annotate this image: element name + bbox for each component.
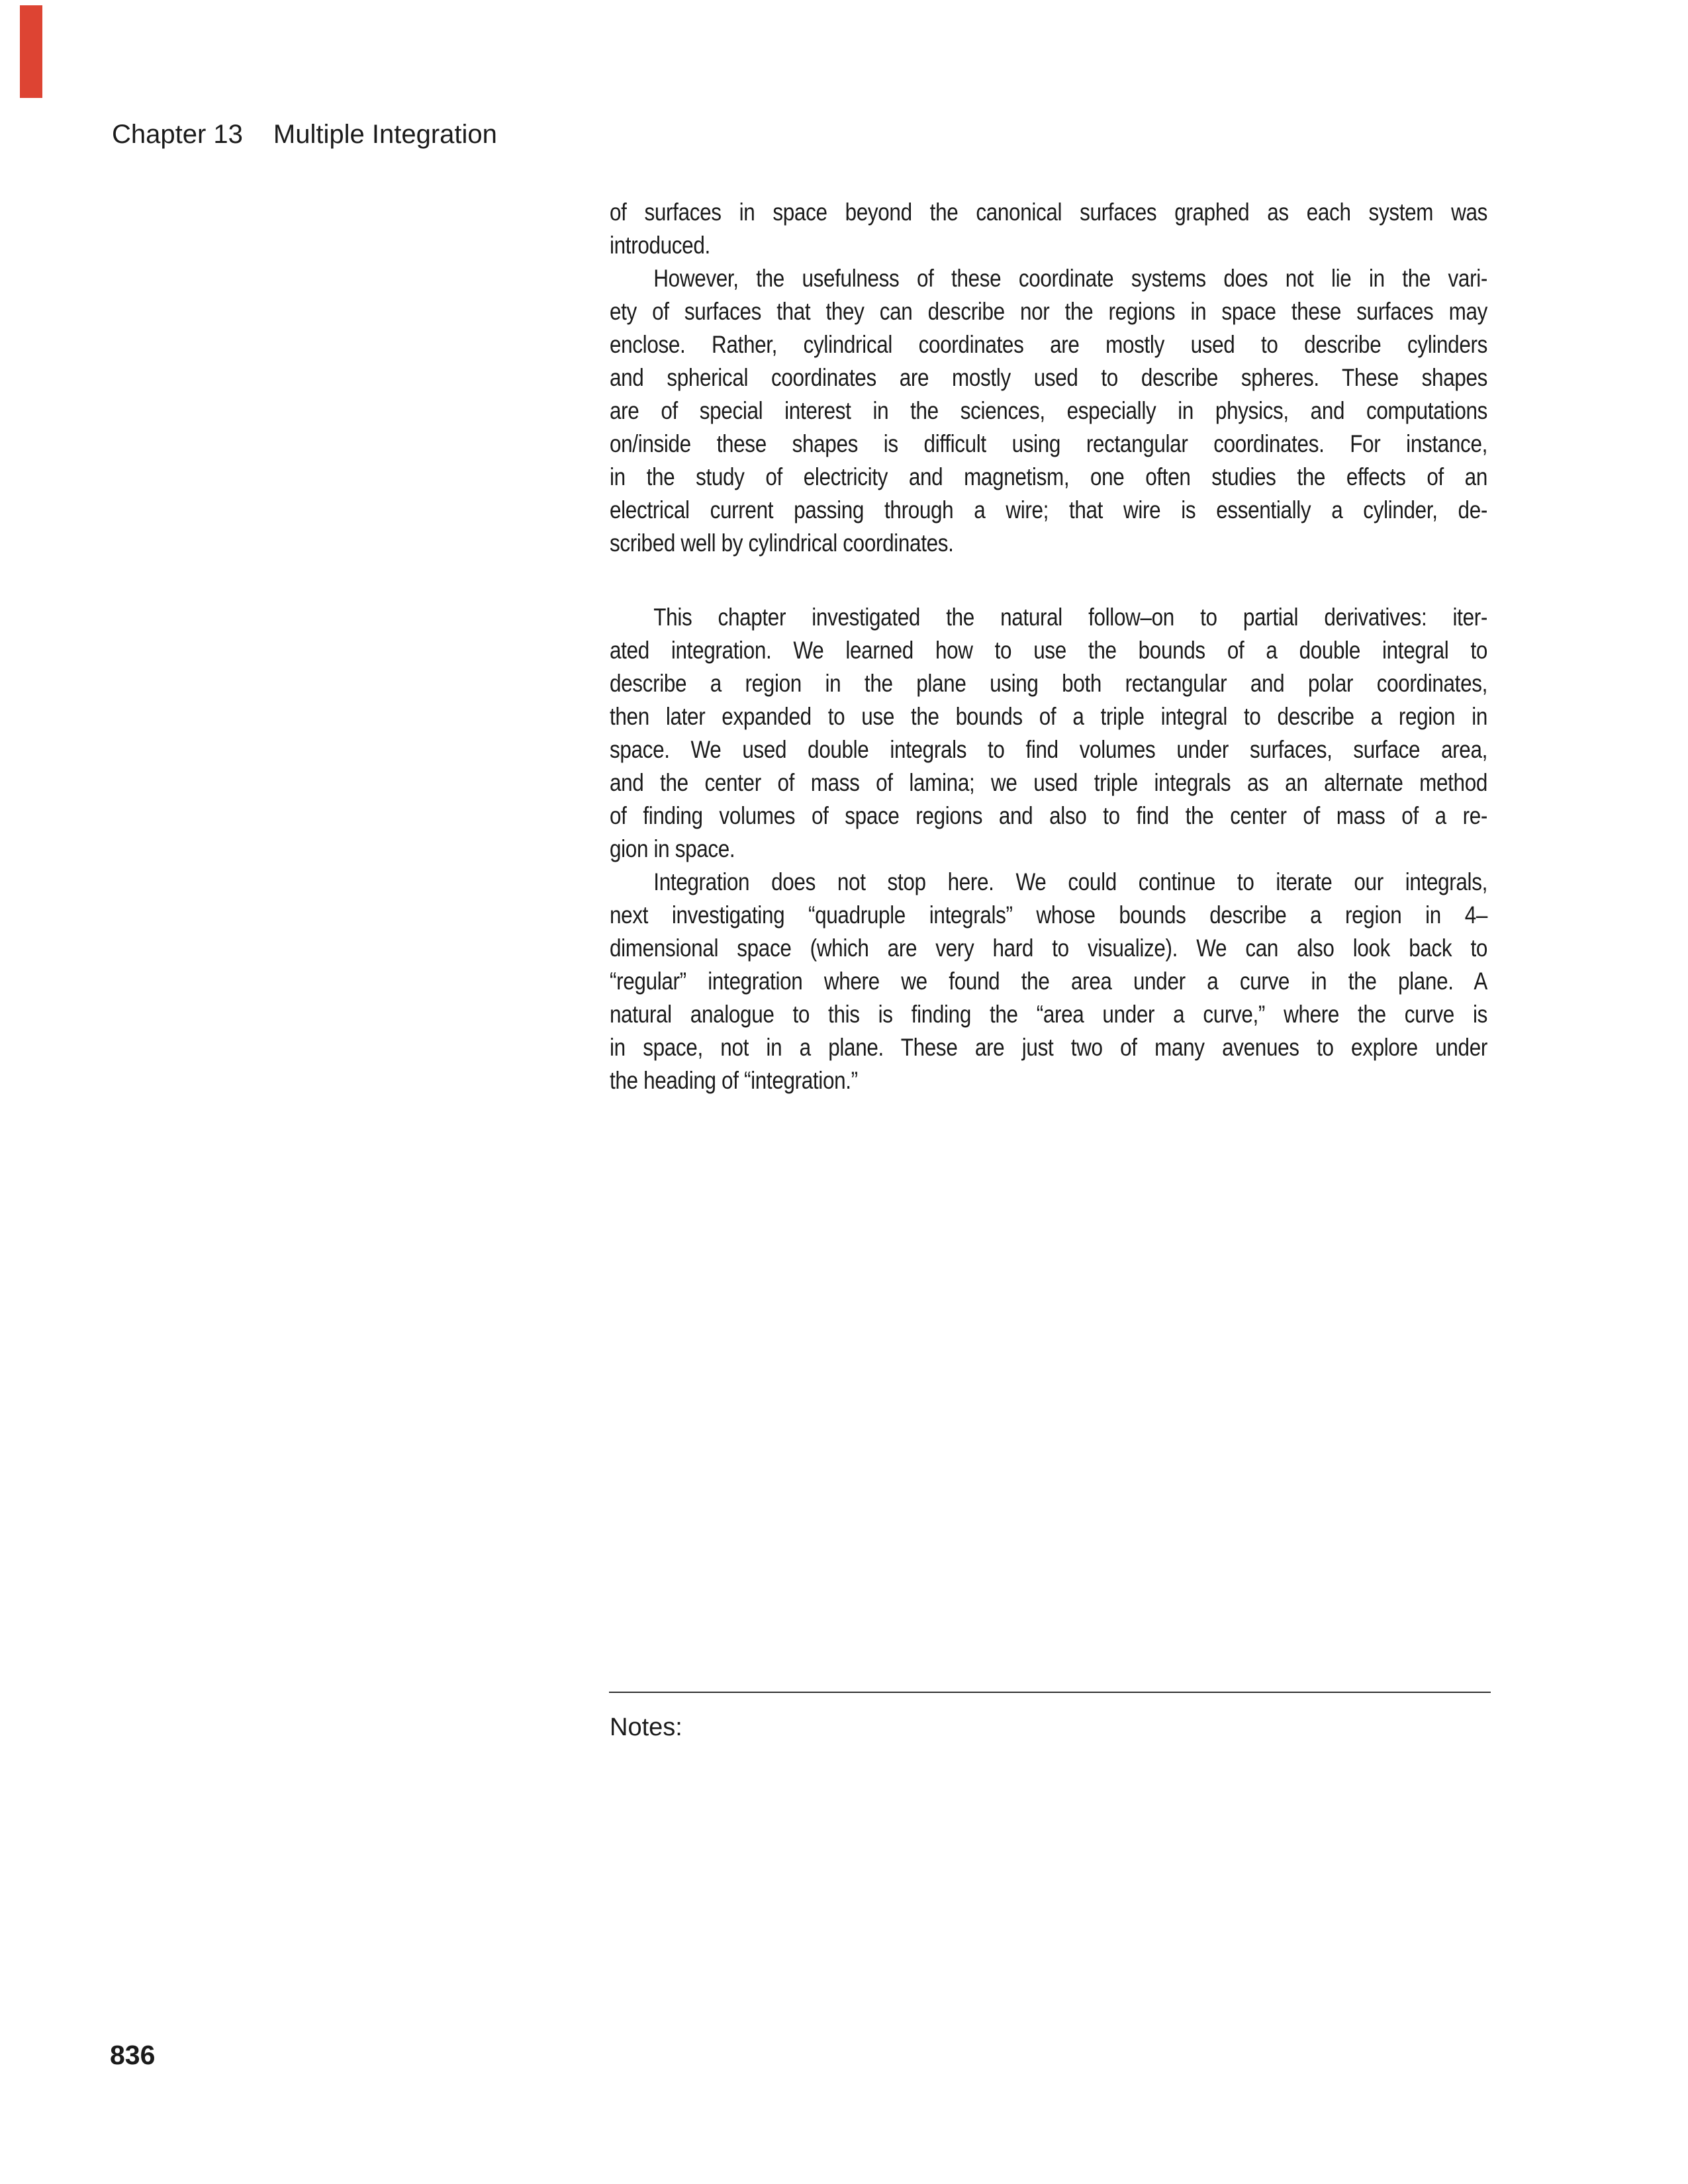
body-text-line: ety of surfaces that they can describe nor the regions in space these surfaces may (610, 298, 1487, 325)
body-text-line: ated integration. We learned how to use the bounds of a double integral to (610, 637, 1487, 664)
chapter-thumb-tab (20, 5, 42, 98)
body-text-line: dimensional space (which are very hard to visualize). We can also look back to (610, 934, 1487, 962)
body-text-line: in space, not in a plane. These are just two of many avenues to explore under (610, 1034, 1487, 1061)
body-text-line: electrical current passing through a wire; that wire is essentially a cylinder, de- (610, 496, 1487, 523)
chapter-label: Chapter 13 (112, 120, 243, 149)
body-text-line: gion in space. (610, 835, 735, 862)
body-text-line: introduced. (610, 232, 710, 259)
paragraph (610, 262, 1487, 560)
chapter-title: Multiple Integration (273, 120, 497, 149)
paragraph (610, 196, 1487, 262)
body-text-line: space. We used double integrals to find volumes under surfaces, surface area, (610, 736, 1487, 763)
running-header (112, 119, 497, 150)
body-text-line: then later expanded to use the bounds of a triple integral to describe a region in (610, 703, 1487, 730)
body-text-line: “regular” integration where we found the area under a curve in the plane. A (610, 968, 1487, 995)
notes-divider-rule (609, 1692, 1491, 1693)
paragraph (610, 866, 1487, 1097)
body-text-line: enclose. Rather, cylindrical coordinates are mostly used to describe cylinders (610, 331, 1487, 358)
body-text-line: of surfaces in space beyond the canonical surfaces graphed as each system was (610, 199, 1487, 226)
body-text-line: are of special interest in the sciences, especially in physics, and computations (610, 397, 1487, 424)
body-text-line: Integration does not stop here. We could continue to iterate our integrals, (653, 868, 1487, 895)
paragraph (610, 601, 1487, 866)
body-text-line: next investigating “quadruple integrals” whose bounds describe a region in 4– (610, 901, 1487, 929)
body-text-line: However, the usefulness of these coordinate systems does not lie in the vari- (653, 265, 1487, 292)
page-number: 836 (110, 2040, 156, 2070)
body-text-line: in the study of electricity and magnetism, one often studies the effects of an (610, 463, 1487, 490)
body-text-line: the heading of “integration.” (610, 1067, 858, 1094)
body-text-line: of finding volumes of space regions and also to find the center of mass of a re- (610, 802, 1487, 829)
body-text-line: scribed well by cylindrical coordinates. (610, 529, 954, 557)
body-text-column (610, 196, 1487, 1097)
body-text-line: and the center of mass of lamina; we used triple integrals as an alternate method (610, 769, 1487, 796)
body-text-line: This chapter investigated the natural follow–on to partial derivatives: iter- (653, 604, 1487, 631)
notes-label: Notes: (610, 1713, 682, 1741)
body-text-line: natural analogue to this is finding the “area under a curve,” where the curve is (610, 1001, 1487, 1028)
body-text-line: on/inside these shapes is difficult using rectangular coordinates. For instance, (610, 430, 1487, 457)
body-text-line: and spherical coordinates are mostly used to describe spheres. These shapes (610, 364, 1487, 391)
body-text-line: describe a region in the plane using both rectangular and polar coordinates, (610, 670, 1487, 697)
